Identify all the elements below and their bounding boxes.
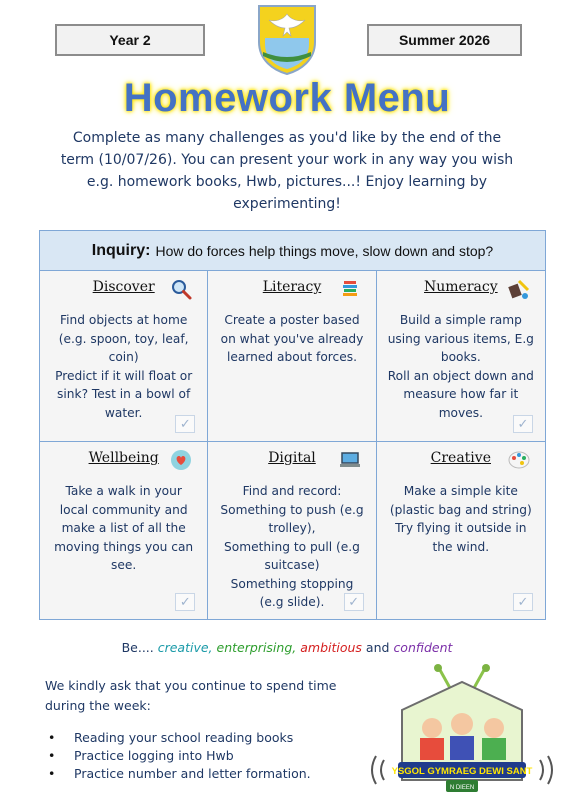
school-logo [362,660,562,798]
completion-checkbox[interactable]: ✓ [175,593,195,611]
motto-word-creative: creative, [157,640,213,655]
intro-text: Complete as many challenges as you'd like by the end of the term (10/07/26). You can present your work in any way you wish e.g. homework books, Hwb, pictures...! Enjoy learning by experimenting! [60,130,514,212]
cell-discover [40,271,208,442]
paint-palette-icon [507,448,531,472]
cell-title: Numeracy [424,279,498,295]
list-item: • Practice number and letter formation. [48,765,368,783]
motto-word-enterprising: enterprising, [216,640,297,655]
term-label: Summer 2026 [367,24,522,56]
page-title: Homework Menu [123,76,451,120]
laptop-icon [338,448,362,472]
completion-checkbox[interactable]: ✓ [344,593,364,611]
cell-body: Take a walk in your local community and make a list of all the moving things you can see. [54,484,194,572]
homework-grid [39,230,546,620]
cell-title: Creative [430,450,491,466]
inquiry-banner [40,231,545,271]
cell-wellbeing [40,442,208,619]
motto-word-ambitious: ambitious [300,640,362,655]
cell-numeracy [377,271,545,442]
list-item: • Reading your school reading books [48,729,368,747]
cell-title: Literacy [262,279,322,295]
inquiry-label: Inquiry: [91,241,151,259]
cell-creative [377,442,545,619]
year-label: Year 2 [55,24,205,56]
list-item: • Practice logging into Hwb [48,747,368,765]
books-icon [338,277,362,301]
cell-literacy [208,271,376,442]
cell-title: Discover [92,279,155,295]
school-crest-icon [253,2,321,76]
math-tools-icon [507,277,531,301]
heart-head-icon [169,448,193,472]
motto-word-confident: confident [393,640,453,655]
cell-body: Find and record: Something to push (e.g trolley), Something to pull (e.g suitcase) Something stopping (e.g slide). [220,484,364,609]
inquiry-question: How do forces help things move, slow down and stop? [155,242,494,259]
cell-title: Wellbeing [88,450,159,466]
cell-title: Digital [268,450,316,466]
magnifying-glass-icon [169,277,193,301]
practice-list [48,729,368,783]
completion-checkbox[interactable]: ✓ [175,415,195,433]
cell-body: Build a simple ramp using various items, E.g books. Roll an object down and measure how far it moves. [387,313,534,420]
completion-checkbox[interactable]: ✓ [513,593,533,611]
cell-body: Create a poster based on what you've already learned about forces. [220,313,364,364]
cell-body: Make a simple kite (plastic bag and string) Try flying it outside in the wind. [389,484,532,554]
motto-prefix: Be.... [121,640,154,655]
school-motto [0,640,574,655]
motto-and: and [365,640,390,655]
school-sub: N DIEEN [449,785,475,791]
school-name: YSGOL GYMRAEG DEWI SANT [391,766,533,777]
cell-body: Find objects at home (e.g. spoon, toy, leaf, coin) Predict if it will float or sink? Test in a bowl of water. [55,313,193,420]
request-text: We kindly ask that you continue to spend time during the week: [45,678,337,713]
completion-checkbox[interactable]: ✓ [513,415,533,433]
cell-digital [208,442,376,619]
